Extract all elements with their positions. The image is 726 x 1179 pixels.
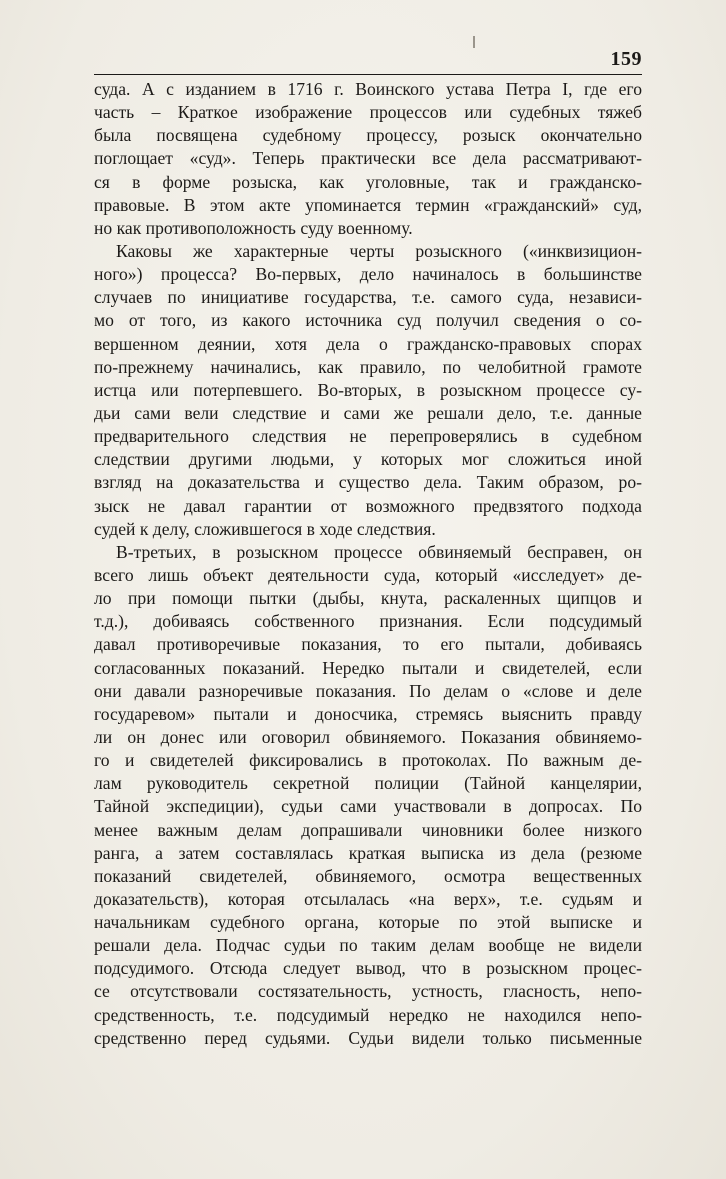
text-line: подсудимого. Отсюда следует вывод, что в розыскном процес- [94, 958, 642, 979]
text-line: Тайной экспедиции), судьи сами участвовали в допросах. По [94, 796, 642, 817]
text-line: была посвящена судебному процессу, розыск окончательно [94, 125, 642, 146]
text-line: следствии другими людьми, у которых мог сложиться иной [94, 449, 642, 470]
text-line: менее важным делам допрашивали чиновники более низкого [94, 819, 642, 840]
text-line: средственно перед судьями. Судьи видели только письменные [94, 1027, 642, 1048]
text-line: всего лишь объект деятельности суда, который «исследует» де- [94, 564, 642, 585]
text-line: начальникам судебного органа, которые по этой выписке и [94, 912, 642, 933]
text-line: ли он донес или оговорил обвиняемого. Показания обвиняемо- [94, 726, 642, 747]
text-line: Каковы же характерные черты розыскного («инквизицион- [116, 240, 642, 261]
text-line: часть – Краткое изображение процессов или судебных тяжеб [94, 102, 642, 123]
text-line: се отсутствовали состязательность, устность, гласность, непо- [94, 981, 642, 1002]
text-line: давал противоречивые показания, то его пытали, добиваясь [94, 634, 642, 655]
text-line: предварительного следствия не перепроверялись в судебном [94, 426, 642, 447]
text-line: ло при помощи пытки (дыбы, кнута, раскаленных щипцов и [94, 588, 642, 609]
text-line: взгляд на доказательства и существо дела. Таким образом, ро- [94, 472, 642, 493]
body-text [94, 78, 642, 1050]
text-line: согласованных показаний. Нередко пытали и свидетелей, если [94, 657, 642, 678]
text-line: ся в форме розыска, как уголовные, так и гражданско- [94, 171, 642, 192]
text-line: суда. А с изданием в 1716 г. Воинского устава Петра I, где его [94, 79, 642, 99]
page-number: 159 [610, 48, 642, 70]
text-line: решали дела. Подчас судьи по таким делам вообще не видели [94, 935, 642, 956]
paragraph [94, 78, 642, 240]
text-line: судей к делу, сложившегося в ходе следствия. [94, 518, 436, 539]
text-line: лам руководитель секретной полиции (Тайной канцелярии, [94, 773, 642, 794]
text-line: ного») процесса? Во-первых, дело начиналось в большинстве [94, 264, 642, 285]
text-line: В-третьих, в розыскном процессе обвиняемый бесправен, он [116, 541, 642, 562]
text-line: средственность, т.е. подсудимый нередко не находился непо- [94, 1004, 642, 1025]
paragraph [94, 240, 642, 541]
text-line: правовые. В этом акте упоминается термин «гражданский» суд, [94, 194, 642, 215]
text-line: зыск не давал гарантии от возможного предвзятого подхода [94, 495, 642, 516]
text-line: доказательств), которая отсылалась «на верх», т.е. судьям и [94, 888, 642, 909]
text-line: ранга, а затем составлялась краткая выписка из дела (резюме [94, 842, 642, 863]
text-line: мо от того, из какого источника суд получил сведения о со- [94, 310, 642, 331]
text-line: вершенном деянии, хотя дела о гражданско-правовых спорах [94, 333, 642, 354]
text-line: но как противоположность суду военному. [94, 217, 413, 238]
paragraph [94, 541, 642, 1050]
text-line: показаний свидетелей, обвиняемого, осмотра вещественных [94, 865, 642, 886]
text-line: они давали разноречивые показания. По делам о «слове и деле [94, 680, 642, 701]
text-line: государевом» пытали и доносчика, стремясь выяснить правду [94, 703, 642, 724]
text-line: случаев по инициативе государства, т.е. самого суда, независи- [94, 287, 642, 308]
text-line: поглощает «суд». Теперь практически все дела рассматривают- [94, 148, 642, 169]
text-line: го и свидетелей фиксировались в протоколах. По важным де- [94, 750, 642, 771]
text-line: т.д.), добиваясь собственного признания. Если подсудимый [94, 611, 642, 632]
print-speck [473, 36, 475, 48]
text-line: дьи сами вели следствие и сами же решали дело, т.е. данные [94, 402, 642, 423]
page-header [94, 48, 642, 75]
text-line: истца или потерпевшего. Во-вторых, в розыскном процессе су- [94, 379, 642, 400]
text-line: по-прежнему начинались, как правило, по челобитной грамоте [94, 356, 642, 377]
